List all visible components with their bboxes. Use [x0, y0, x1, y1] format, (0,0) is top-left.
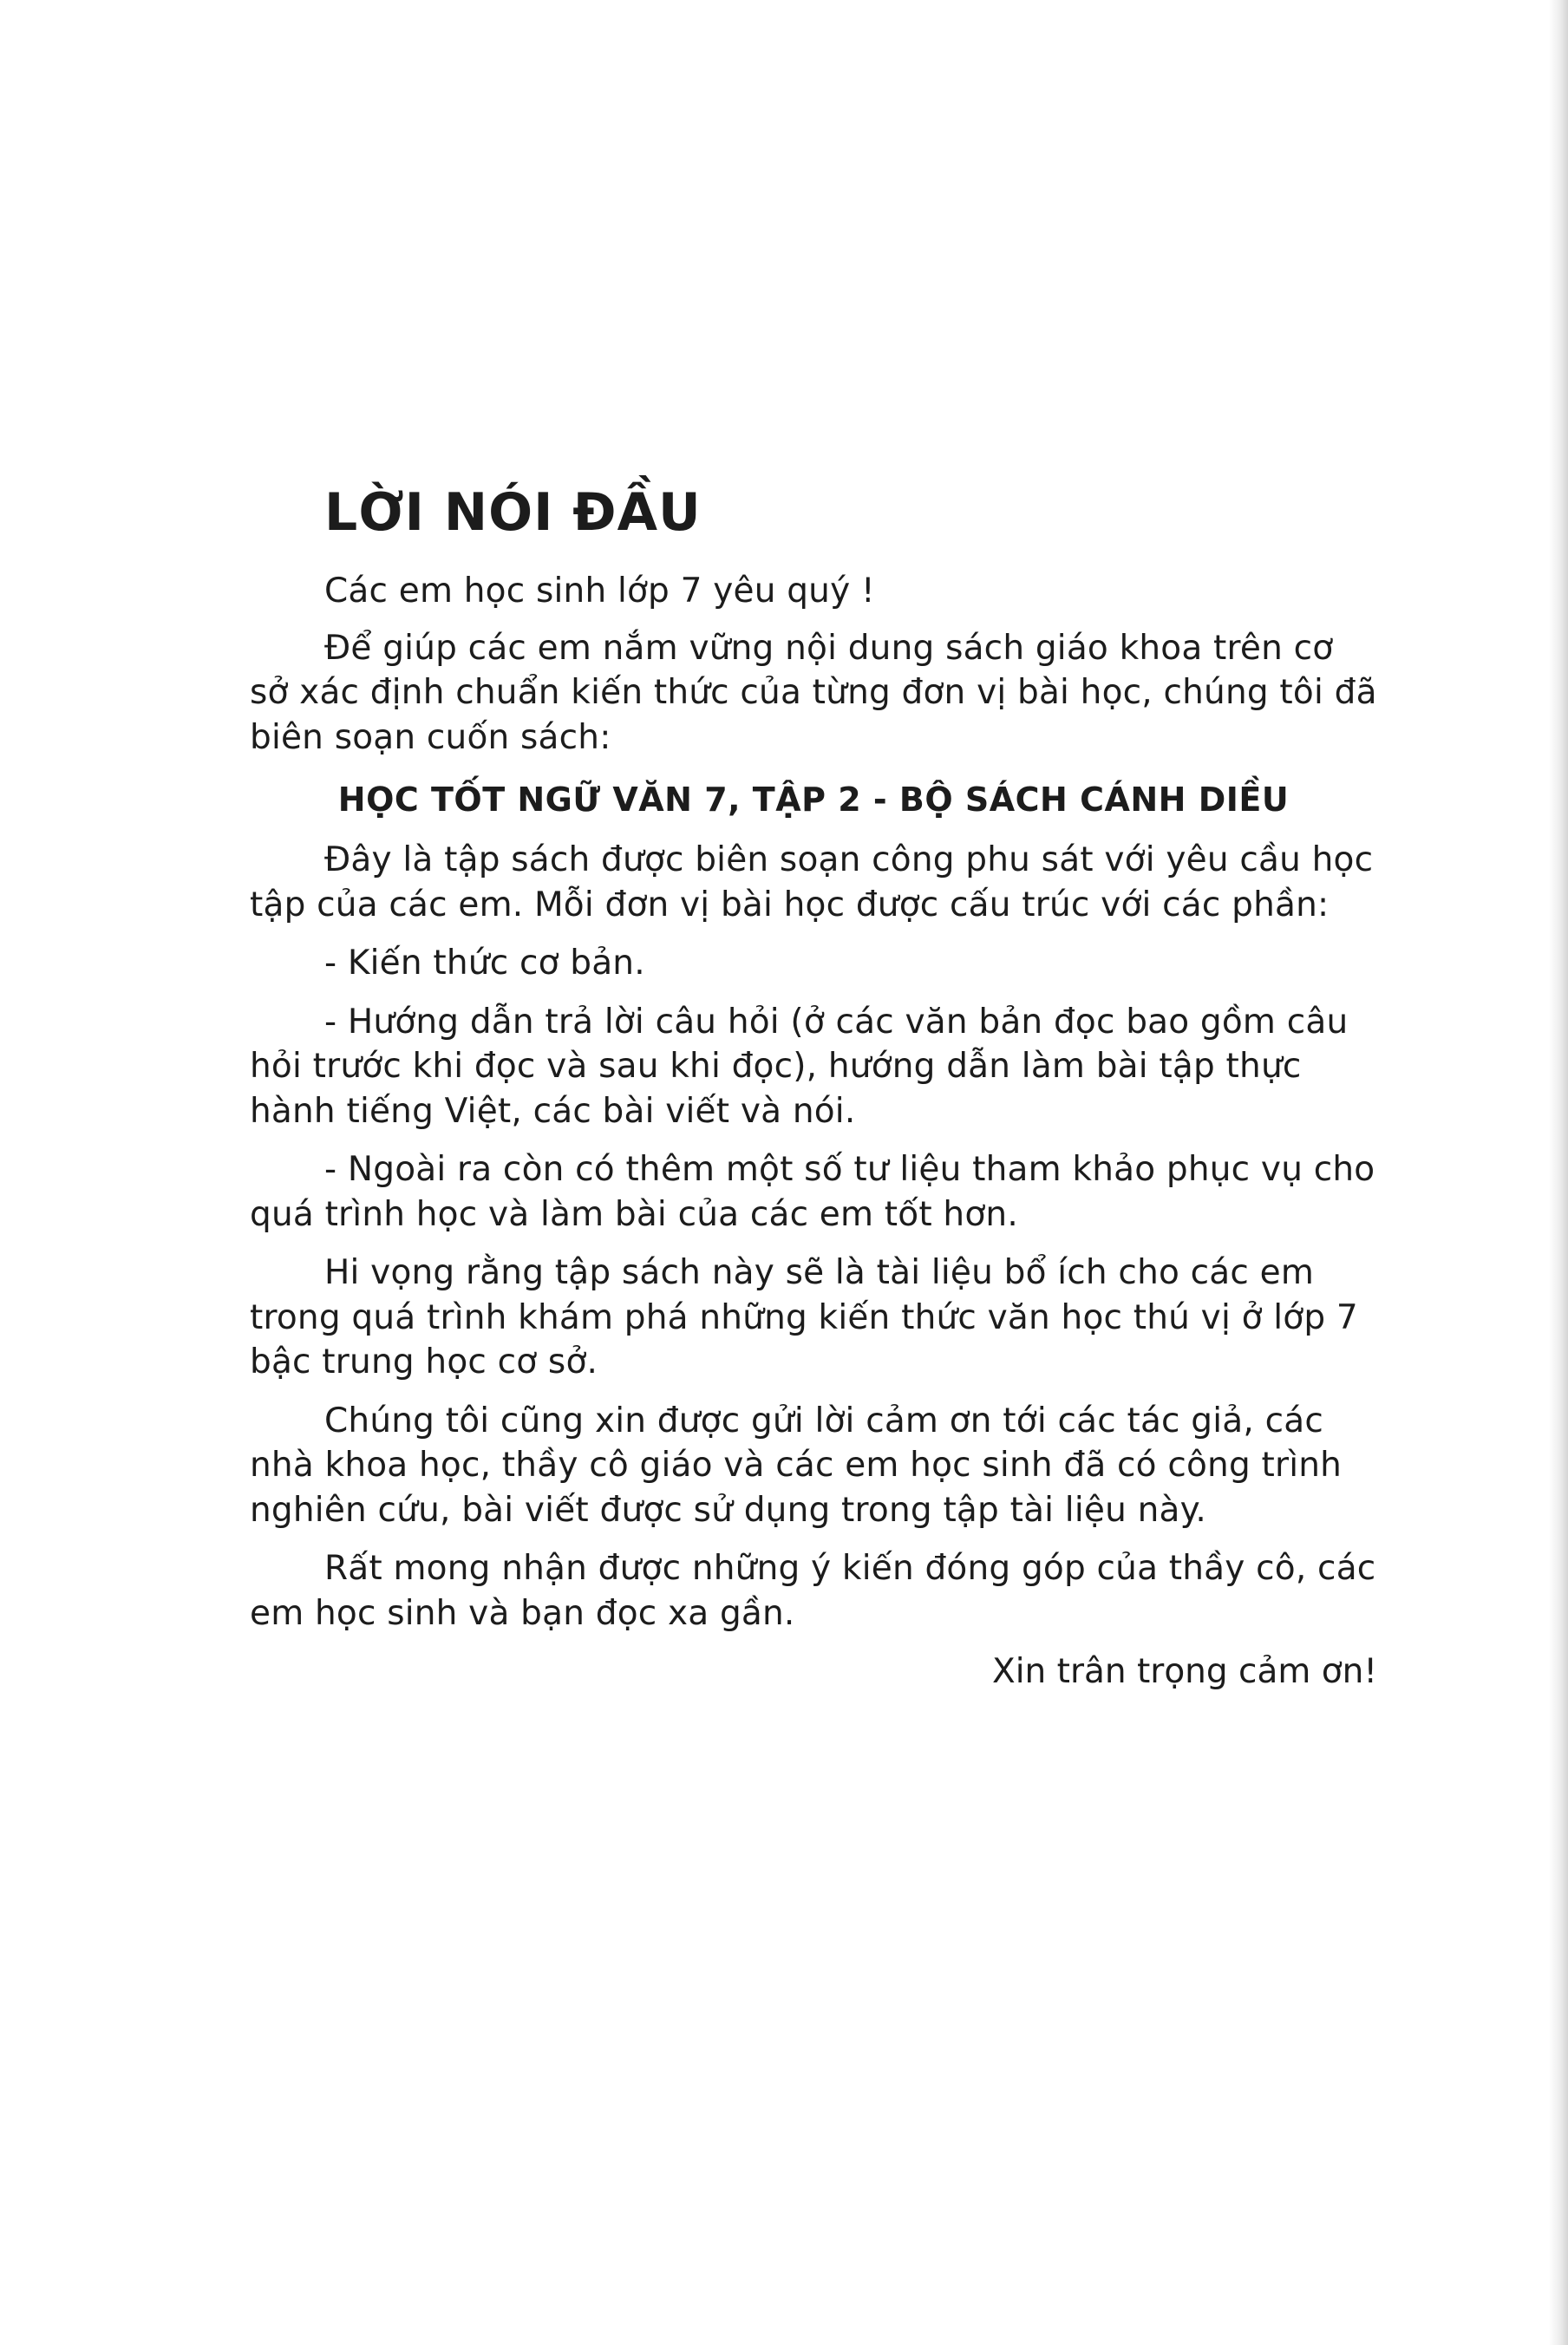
intro-paragraph: Để giúp các em nắm vững nội dung sách giáo khoa trên cơ sở xác định chuẩn kiến thức của từng đơn vị bài học, chúng tôi đã biên soạn cuốn sách: [250, 628, 1377, 757]
closing-line: Xin trân trọng cảm ơn! [991, 1652, 1377, 1691]
greeting-paragraph: Các em học sinh lớp 7 yêu quý ! [324, 572, 875, 611]
hope-paragraph: Hi vọng rằng tập sách này sẽ là tài liệu bổ ích cho các em trong quá trình khám phá những kiến thức văn học thú vị ở lớp 7 bậc trung học cơ sở. [250, 1253, 1358, 1382]
description-paragraph: Đây là tập sách được biên soạn công phu sát với yêu cầu học tập của các em. Mỗi đơn vị bài học được cấu trúc với các phần: [250, 840, 1374, 924]
thanks-paragraph: Chúng tôi cũng xin được gửi lời cảm ơn tới các tác giả, các nhà khoa học, thầy cô giáo và các em học sinh đã có công trình nghiên cứu, bài viết được sử dụng trong tập tài liệu này. [250, 1401, 1343, 1530]
list-item: - Kiến thức cơ bản. [324, 944, 645, 983]
list-item: - Ngoài ra còn có thêm một số tư liệu tham khảo phục vụ cho quá trình học và làm bài của các em tốt hơn. [250, 1150, 1375, 1234]
page-edge-shadow [1549, 0, 1568, 2345]
book-title: HỌC TỐT NGỮ VĂN 7, TẬP 2 - BỘ SÁCH CÁNH DIỀU [337, 781, 1290, 819]
list-item: - Hướng dẫn trả lời câu hỏi (ở các văn bản đọc bao gồm câu hỏi trước khi đọc và sau khi đọc), hướng dẫn làm bài tập thực hành tiếng Việt, các bài viết và nói. [250, 1002, 1349, 1131]
preface-section [250, 475, 1377, 1695]
feedback-paragraph: Rất mong nhận được những ý kiến đóng góp của thầy cô, các em học sinh và bạn đọc xa gần. [250, 1549, 1376, 1633]
page-title: LỜI NÓI ĐẦU [324, 482, 702, 543]
